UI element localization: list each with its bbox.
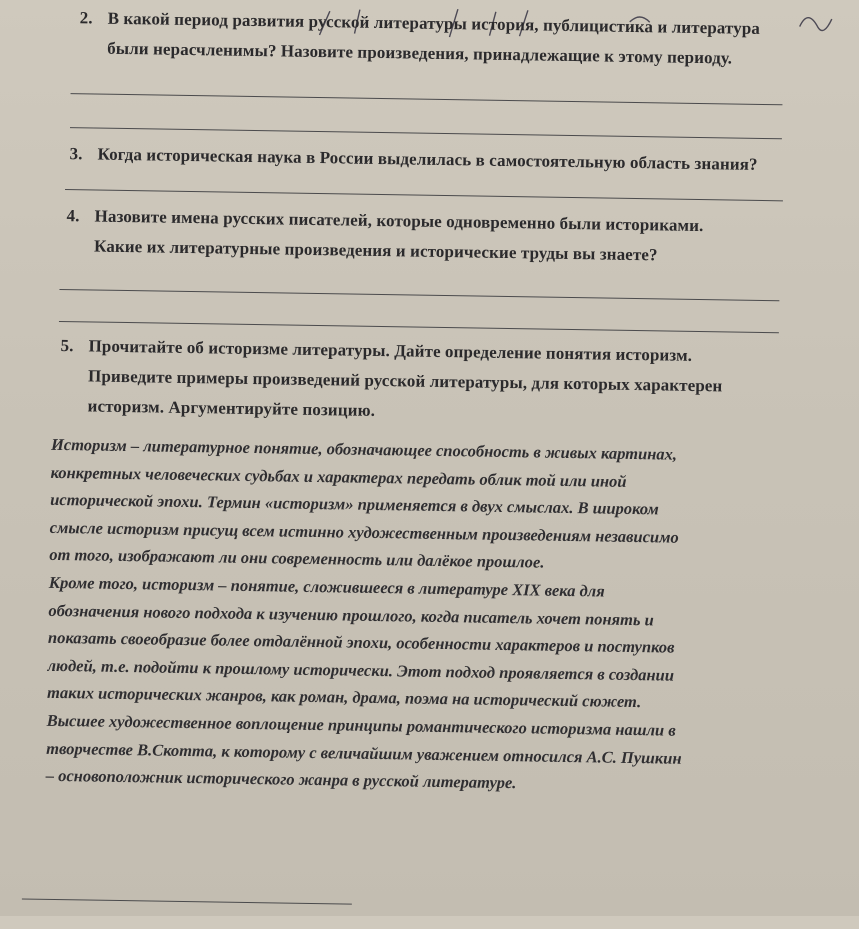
- text-line: исторической эпохи. Термин «историзм» применяется в двух смыслах. В широком: [50, 490, 659, 519]
- answer-line[interactable]: [65, 189, 783, 201]
- text-line: людей, т.е. подойти к прошлому исторически. Этот подход проявляется в создании: [47, 655, 675, 685]
- question-text-line: В какой период развития русской литературы история, публицистика и литература: [107, 8, 761, 38]
- term-historicism: Историзм: [50, 434, 127, 456]
- text-line: показать своеобразие более отдалённой эпохи, особенности характеров и поступков: [47, 627, 675, 657]
- question-text-line: Прочитайте об историзме литературы. Дайте определение понятия историзм.: [88, 336, 693, 365]
- text-line: конкретных человеческих судьбах и характерах передать облик той или иной: [50, 462, 627, 491]
- text-line: – основоположник исторического жанра в русской литературе.: [45, 765, 517, 793]
- text-line: Кроме того, историзм – понятие, сложившееся в литературе XIX века для: [48, 572, 605, 601]
- answer-line[interactable]: [59, 321, 779, 333]
- question-2: [79, 3, 760, 74]
- answer-line[interactable]: [70, 127, 782, 139]
- answer-line[interactable]: [71, 93, 783, 105]
- text-line: от того, изображают ли они современность или далёкое прошлое.: [49, 545, 545, 572]
- question-5: [59, 331, 723, 431]
- question-text-line: Какие их литературные произведения и исторические труды вы знаете?: [93, 236, 658, 265]
- question-text-line: были нерасчленимы? Назовите произведения, принадлежащие к этому периоду.: [107, 38, 733, 68]
- text-line: творчестве В.Скотта, к которому с величайшим уважением относился А.С. Пушкин: [46, 738, 682, 768]
- text-line: смысле историзм присущ всем истинно художественным произведениям независимо: [49, 517, 679, 547]
- question-text-line: Назовите имена русских писателей, которые одновременно были историками.: [94, 206, 704, 236]
- text-line: обозначения нового подхода к изучению прошлого, когда писатель хочет понять и: [48, 600, 654, 629]
- question-number: 5.: [60, 335, 74, 356]
- question-text-line: Когда историческая наука в России выделилась в самостоятельную область знания?: [97, 144, 758, 174]
- question-text-line: историзм. Аргументируйте позицию.: [87, 396, 376, 420]
- text-line: таких исторических жанров, как роман, драма, поэма на исторический сюжет.: [46, 683, 642, 712]
- historicism-text: [46, 431, 792, 801]
- question-number: 3.: [69, 144, 83, 164]
- question-text-line: Приведите примеры произведений русской литературы, для которых характерен: [87, 366, 723, 396]
- answer-line[interactable]: [22, 898, 352, 904]
- question-3: [69, 139, 757, 180]
- text-line: Высшее художественное воплощение принципы романтического историзма нашли в: [46, 710, 676, 740]
- question-4: [66, 201, 704, 271]
- question-number: 2.: [79, 8, 93, 28]
- question-number: 4.: [66, 206, 80, 226]
- answer-line[interactable]: [59, 289, 779, 301]
- text-line: Историзм – литературное понятие, обозначающее способность в живых картинах,: [50, 434, 678, 464]
